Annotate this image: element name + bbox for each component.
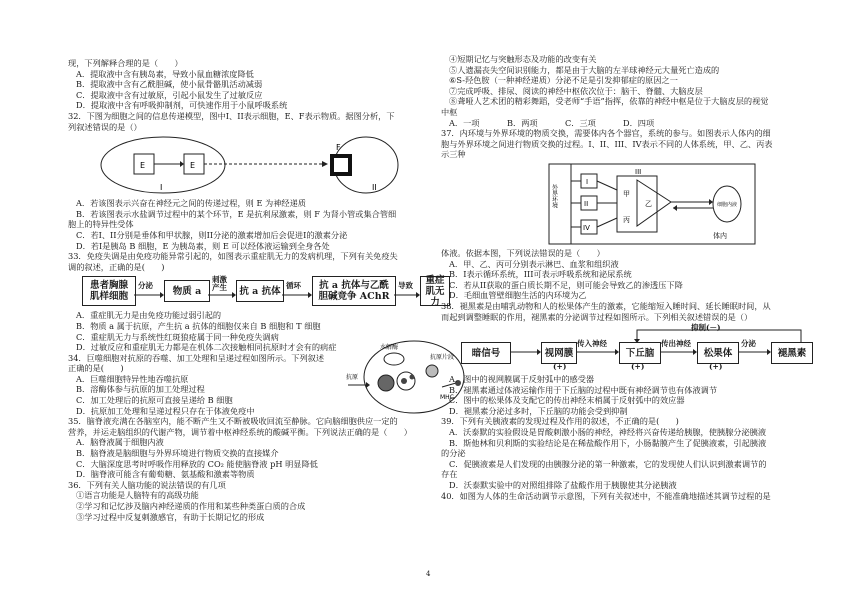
right-a-line-0: ④短期记忆与突触形态及功能的改变有关	[449, 54, 597, 64]
page-number: 4	[426, 570, 431, 578]
fig34-label-antigen: 抗原	[346, 374, 359, 381]
right-d-line-7: 的分泌	[441, 448, 466, 459]
fig33-arrow-stimulate: 刺激 产生	[212, 275, 227, 293]
right-c-line-5: 38．褪黑素是由哺乳动物和人的松果体产生的激素，它能缩短入睡时间、延长睡眠时间，从	[441, 300, 771, 311]
figure-32-cell-signal	[68, 134, 448, 196]
fig38-label-inhibit: 抑制(－)	[691, 323, 721, 333]
right-column	[441, 54, 821, 501]
q36-option-1: B．两项	[507, 117, 538, 128]
fig34-label-fragment: 抗原片段	[430, 354, 455, 361]
fig37-label-jia: 甲	[623, 189, 630, 198]
left-a-line-6: 列叙述错误的是（）	[68, 121, 142, 132]
figure-37-svg	[441, 162, 821, 246]
right-d-line-9: 存在	[441, 469, 458, 480]
left-c-line-3: D．过敏反应和重症肌无力都是在机体二次接触相同抗原时才会有的病症	[76, 342, 337, 353]
figure-37-internal-environment	[441, 162, 821, 246]
fig37-label-bing: 丙	[623, 215, 630, 224]
left-a-line-3: C．提取液中含有过敏原，引起小鼠发生了过敏反应	[76, 89, 263, 100]
left-b-line-1: B．若该图表示水盐调节过程中的某个环节，E 是抗利尿激素，则 F 为肾小管或集合管细	[76, 208, 397, 219]
right-c-line-3: C．若从II获取的蛋白质长期不足，则可能会导致乙的渗透压下降	[449, 279, 683, 290]
right-b-line-0: 37．内环境与外界环境的物质交换，需要体内各个器官，系统的参与。如图表示人体内的细	[441, 128, 771, 139]
fig37-label-outside: 外界环境	[550, 183, 558, 208]
left-d-line-9: D．脑脊液可能含有葡萄糖、氨基酸和激素等物质	[76, 469, 255, 480]
right-a-line-4: ⑧聋哑人艺术团的精彩舞蹈，受老师“手语”指挥，依靠的神经中枢是位于大脑皮层的视觉	[449, 96, 769, 107]
right-b-line-1: 胞与外界环境之间进行物质交换的过程。I、II、III、IV表示不同的人体系统，甲、乙、丙表	[441, 138, 773, 149]
right-d-line-5: A．沃泰默的实验假设是胃酸刺激小肠的神经，神经将兴奋传递给胰腺，使胰腺分泌胰液	[449, 427, 767, 438]
left-d-line-6: A．脑脊液属于细胞内液	[76, 437, 164, 448]
fig32-label-cell1: I	[160, 183, 163, 193]
left-b-line-6: 调的叙述，正确的是( )	[68, 261, 165, 272]
left-b-line-2: 胞上的特异性受体	[68, 219, 134, 230]
fig33-box-compete: 抗 a 抗体与乙酰 胆碱竞争 AChR	[312, 276, 396, 306]
fig37-label-ii: II	[584, 199, 589, 208]
left-d-line-12: ②学习和记忆涉及脑内神经递质的作用和某些种类蛋白质的合成	[76, 501, 306, 511]
figure-38-melatonin	[441, 324, 821, 372]
left-c-line-0: A．重症肌无力是由免疫功能过弱引起的	[76, 310, 222, 321]
question-37-38-stem	[441, 248, 821, 322]
fig33-box-antibody: 抗 a 抗体	[236, 280, 284, 302]
question-31-tail	[68, 58, 448, 132]
left-a-line-4: D．提取液中含有呼吸抑制剂，可快速作用于小鼠呼吸系统	[76, 100, 288, 111]
left-a-line-1: A．提取液中含有胰岛素，导致小鼠血糖浓度降低	[76, 68, 254, 79]
left-b-line-0: A．若该图表示兴奋在神经元之间的传递过程，则 E 为神经递质	[76, 198, 306, 209]
left-c-line-2: C．重症肌无力与系统性红斑狼疮属于同一种免疫失调病	[76, 331, 279, 342]
right-c-line-4: D．毛细血管壁细胞生活的内环境为乙	[449, 290, 587, 301]
fig38-arrow-secrete: 分泌	[741, 339, 756, 349]
q36-option-0: A．一项	[449, 117, 480, 128]
fig37-label-body: 体内	[713, 231, 727, 240]
right-d-line-2: C．图中的松果体及支配它的传出神经末梢属于反射弧中的效应器	[449, 395, 685, 406]
right-d-line-4: 39．下列有关胰液素的发现过程及作用的叙述，不正确的是( )	[441, 416, 679, 427]
right-d-line-6: B．斯他林和贝利斯的实验结论是在稀盐酸作用下，小肠黏膜产生了促胰液素，引起胰液	[449, 437, 767, 448]
fig37-label-yi: 乙	[645, 199, 652, 208]
q36-option-2: C．三项	[565, 117, 596, 128]
right-a-line-1: ⑤人遗漏丧失空间识别能力，都是由于大脑的左半球神经元大量死亡造成的	[449, 64, 720, 75]
fig37-label-i: I	[586, 177, 589, 186]
left-a-line-2: B．提取液中含有乙酰胆碱，使小鼠骨骼肌活动减弱	[76, 79, 263, 90]
fig38-box-retina: 视网膜	[541, 342, 577, 364]
question-32-options	[68, 198, 448, 272]
fig38-arrow-efferent: 传出神经	[661, 339, 691, 349]
question-37-stem	[441, 128, 821, 160]
fig33-box-thymus: 患者胸腺 肌样细胞	[82, 276, 136, 306]
right-c-line-0: 体液。依据本图，下列说法错误的是（ ）	[441, 247, 605, 258]
q36-option-3: D．四项	[623, 117, 655, 128]
fig33-arrow-secrete: 分泌	[138, 281, 153, 291]
fig33-box-myasthenia: 重症 肌无力	[420, 276, 450, 306]
right-d-line-3: D．褪黑素分泌过多时，下丘脑的功能会受到抑制	[449, 405, 628, 416]
right-d-line-1: B．褪黑素通过体液运输作用于下丘脑的过程中既有神经调节也有体液调节	[449, 384, 718, 395]
right-c-line-6: 而起到调整睡眠的作用，褪黑素的分泌调节过程如图所示。下列相关叙述错误的是（）	[441, 311, 753, 322]
left-d-line-2: C．加工处理后的抗原可直接呈递给 B 细胞	[76, 395, 233, 406]
fig38-box-melatonin: 褪黑素	[771, 342, 813, 364]
left-d-line-10: 36．下列有关人脑功能的说法错误的有几项	[68, 479, 226, 490]
left-d-line-3: D．抗原加工处理和呈递过程只存在于体液免疫中	[76, 405, 255, 416]
fig33-arrow-circulate: 循环	[286, 281, 301, 291]
right-b-line-2: 示三种	[441, 149, 466, 160]
fig38-plus-3: (+)	[709, 362, 723, 372]
figure-32-svg	[68, 134, 448, 196]
fig33-box-substance-a: 物质 a	[164, 280, 210, 302]
fig34-label-mhc: MHC	[440, 394, 454, 401]
fig34-label-hydrolase: 水解酶	[380, 344, 399, 351]
left-d-line-13: ③学习过程中反复刺激感官，有助于长期记忆的形成	[76, 511, 265, 522]
fig32-label-e1: E	[140, 161, 146, 171]
figure-33-flowchart	[68, 274, 448, 308]
fig38-box-dark-signal: 暗信号	[461, 342, 511, 364]
fig37-label-iii: III	[635, 167, 642, 176]
left-d-line-4: 35．脑脊液充满在各脑室内，能不断产生又不断被吸收回流至静脉。它向脑细胞供应一定的	[68, 416, 398, 427]
fig38-box-hypothalamus: 下丘脑	[619, 342, 661, 364]
fig32-label-e2: E	[190, 161, 196, 171]
fig33-arrow-cause: 导致	[398, 281, 413, 291]
right-a-line-3: ⑦完成呼吸、排尿、阅读的神经中枢依次位于：脑干、脊髓、大脑皮层	[449, 85, 703, 96]
right-c-line-2: B．I表示循环系统，III可表示呼吸系统和泌尿系统	[449, 269, 632, 280]
fig37-label-cell: 细胞内液	[717, 201, 738, 208]
left-b-line-5: 33．免疫失调是由免疫功能异常引起的，如图表示重症肌无力的发病机理，下列有关免疫失	[68, 251, 398, 262]
right-d-line-8: C．促胰液素是人们发现的由胰腺分泌的第一种激素，它的发现使人们认识到激素调节的	[449, 458, 767, 469]
right-d-line-0: A．图中的视网膜属于反射弧中的感受器	[449, 374, 595, 385]
fig32-label-f: F	[336, 143, 341, 153]
fig38-box-pineal: 松果体	[697, 342, 739, 364]
right-d-line-10: D．沃泰默实验中的对照组排除了盐酸作用于胰腺使其分泌胰液	[449, 480, 677, 491]
right-d-line-11: 40．如图为人体的生命活动调节示意图，下列有关叙述中，不能准确地描述其调节过程的是	[441, 490, 771, 501]
right-c-line-1: A．甲、乙、丙可分别表示淋巴、血浆和组织液	[449, 258, 619, 269]
left-c-line-5: 正确的是( )	[68, 363, 124, 374]
fig37-label-iv: IV	[583, 223, 590, 232]
left-b-line-3: C．若I、II分别是垂体和甲状腺，则II分泌的激素增加后会促进I的激素分泌	[76, 229, 348, 240]
left-d-line-8: C．大脑深度思考时呼吸作用释放的 CO₂ 能使脑脊液 pH 明显降低	[76, 458, 318, 469]
fig38-plus-2: (+)	[631, 362, 645, 372]
left-d-line-0: A．巨噬细胞特异性地吞噬抗原	[76, 373, 189, 384]
fig38-plus-1: (+)	[553, 362, 567, 372]
left-d-line-11: ①语言功能是人脑特有的高级功能	[76, 490, 199, 501]
left-d-line-7: B．脑脊液是脑细胞与外界环境进行物质交换的直接媒介	[76, 448, 279, 459]
left-d-line-5: 营养，并运走脑组织的代谢产物，调节着中枢神经系统的酸碱平衡。下列说法正确的是（ ）	[68, 426, 412, 437]
left-b-line-4: D．若I是胰岛 B 细胞，E 为胰岛素，则 E 可以经体液运输到全身各处	[76, 240, 330, 251]
left-a-line-0: 现，下列解释合理的是（ ）	[68, 58, 183, 68]
left-d-line-1: B．溶酶体参与抗原的加工处理过程	[76, 384, 205, 395]
left-c-line-4: 34．巨噬细胞对抗原的吞噬、加工处理和呈递过程如图所示。下列叙述	[68, 352, 325, 363]
questions-38-40	[441, 374, 821, 501]
fig32-label-cell2: II	[372, 183, 377, 193]
left-a-line-5: 32．下图为细胞之间的信息传递模型，图中I、II表示细胞，E、F表示物质。据图分析，下	[68, 110, 395, 121]
left-c-line-1: B．物质 a 属于抗原，产生抗 a 抗体的细胞仅来自 B 细胞和 T 细胞	[76, 320, 321, 331]
right-a-line-5: 中枢	[441, 106, 458, 117]
fig38-arrow-afferent: 传入神经	[577, 339, 607, 349]
right-a-line-2: ⑥S-羟色胺（一种神经递质）分泌不足是引发抑郁症的原因之一	[449, 75, 678, 86]
question-36-items	[441, 54, 821, 118]
question-36-options	[441, 118, 821, 129]
